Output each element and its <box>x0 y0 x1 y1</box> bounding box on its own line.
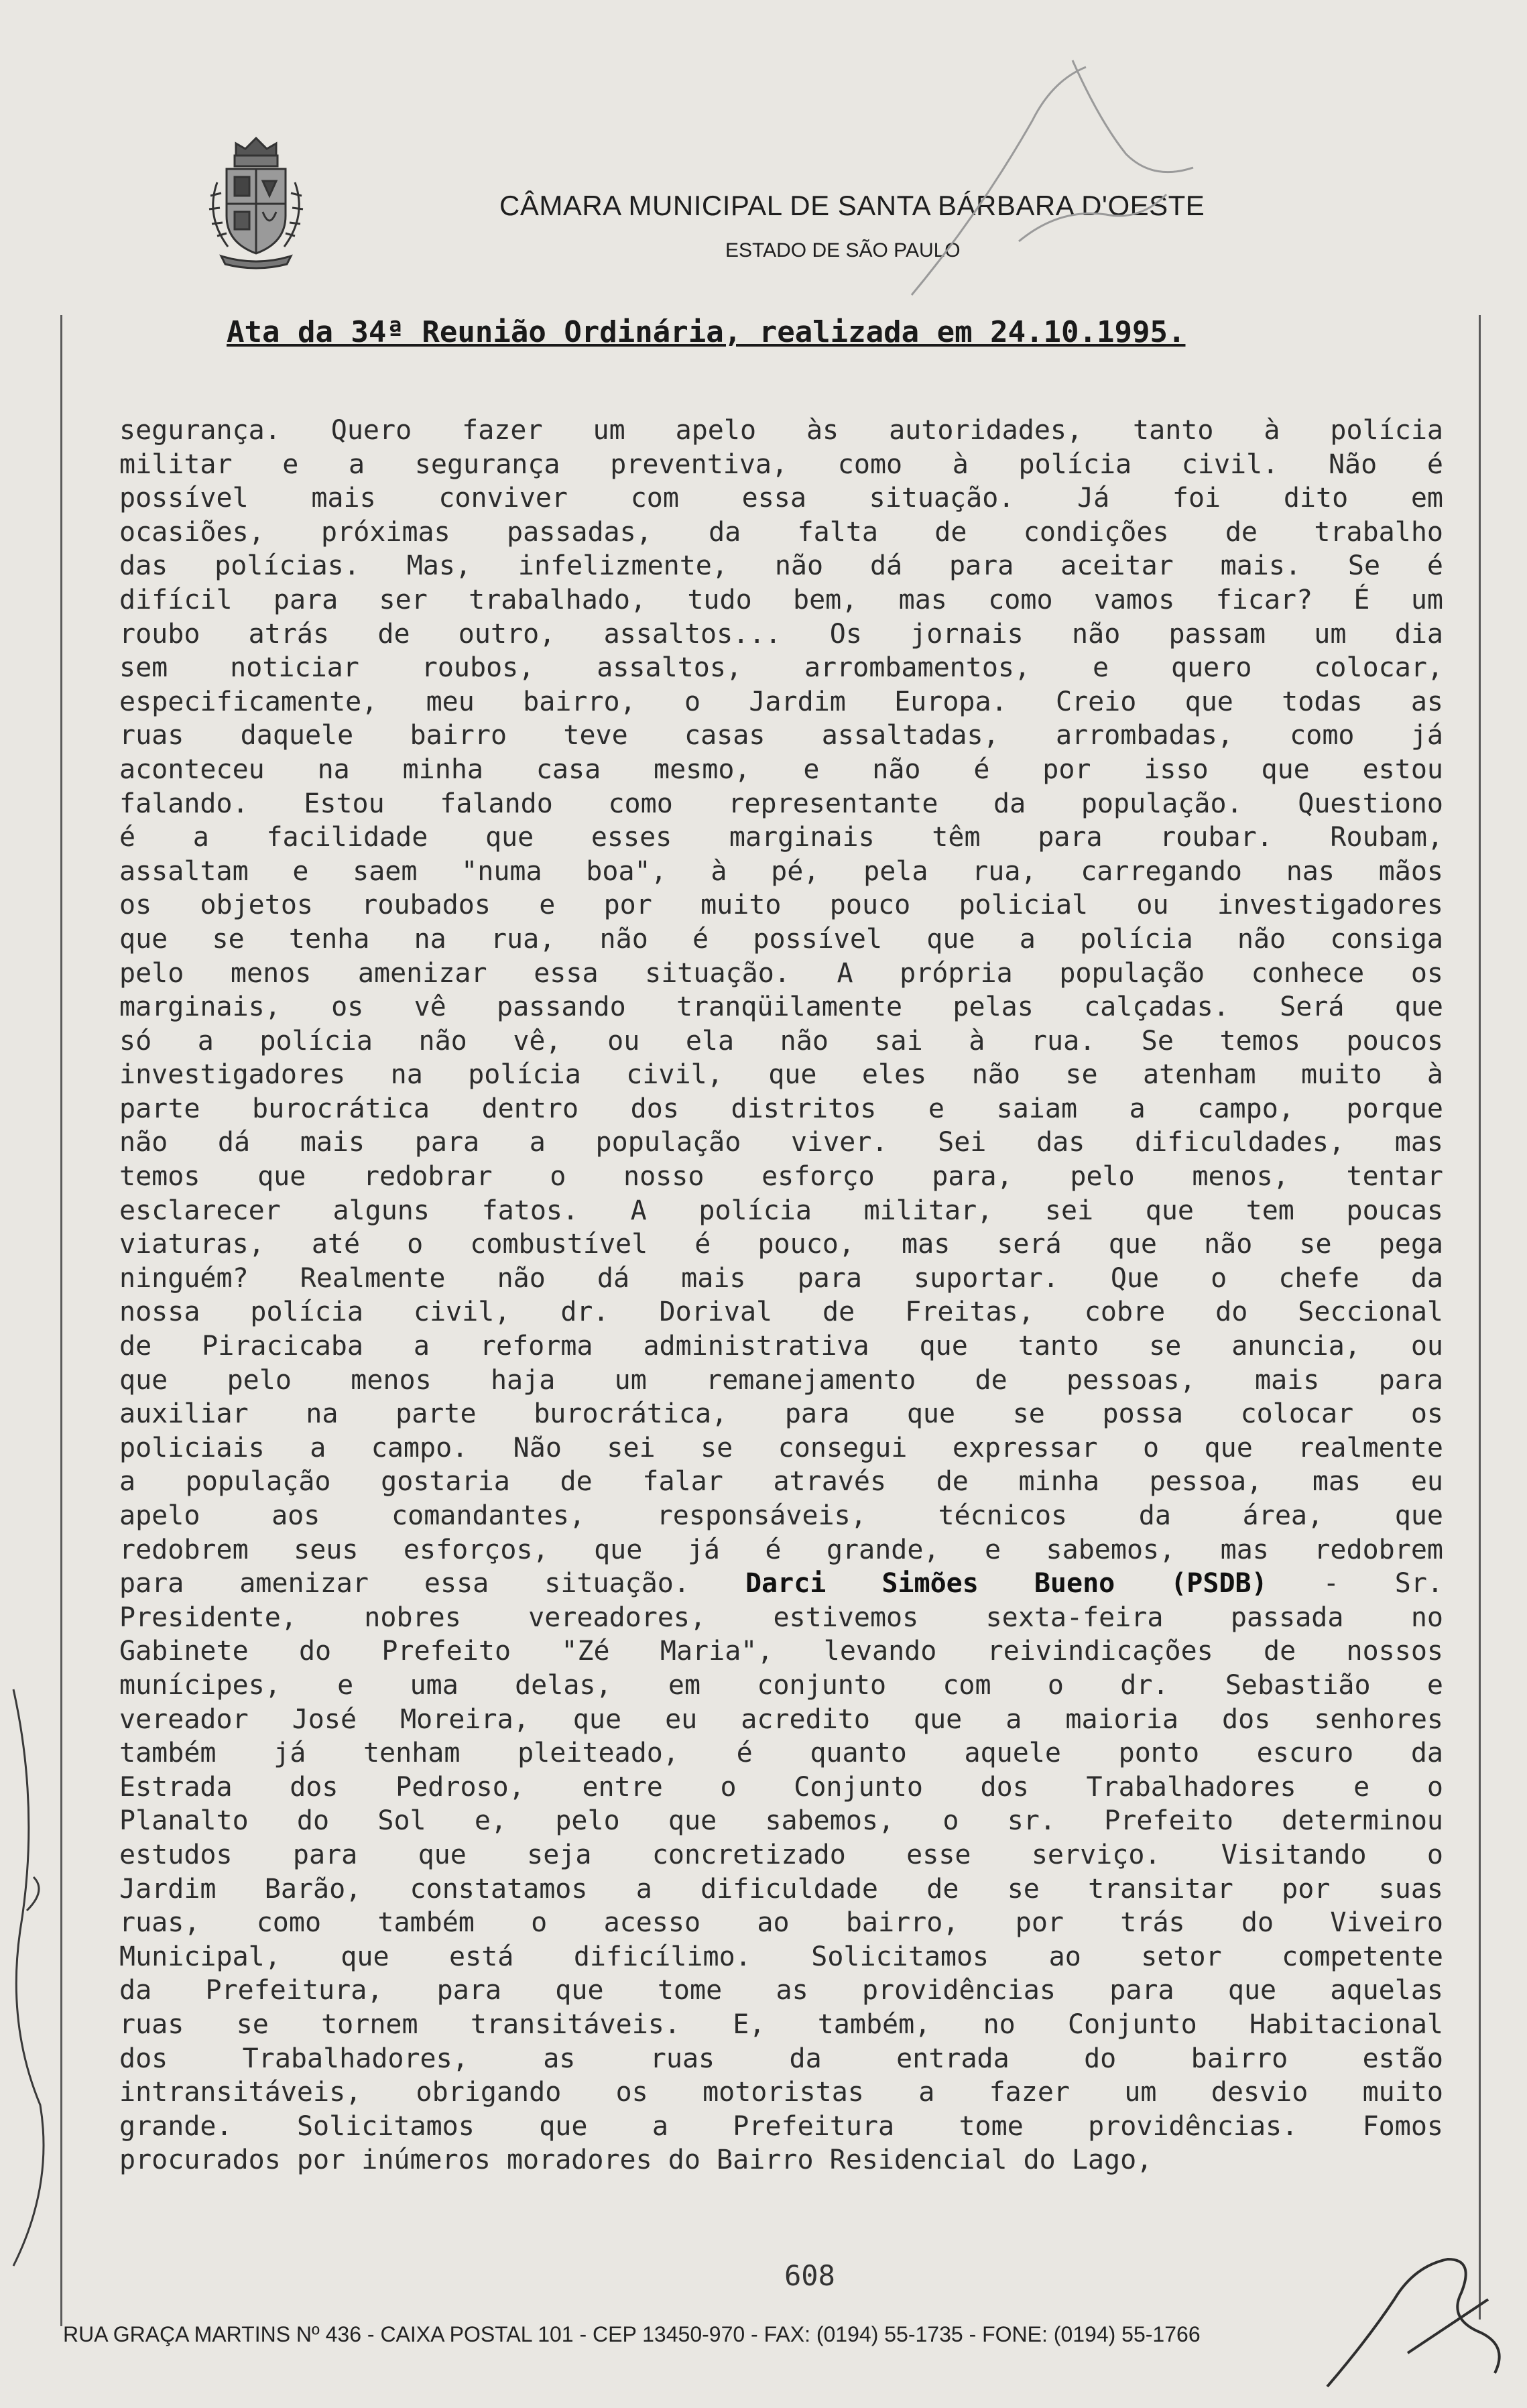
body-line: da Prefeitura, para que tome as providências para que aquelas <box>119 1975 1443 2006</box>
body-line: parte burocrática dentro dos distritos e saiam a campo, porque <box>119 1093 1443 1124</box>
body-line: marginais, os vê passando tranqüilamente pelas calçadas. Será que <box>119 991 1443 1023</box>
body-line: investigadores na polícia civil, que eles não se atenham muito à <box>119 1059 1443 1091</box>
page-number: 608 <box>784 2259 835 2292</box>
body-line: que se tenha na rua, não é possível que a polícia não consiga <box>119 923 1443 955</box>
minutes-body <box>119 414 1443 2177</box>
body-line: viaturas, até o combustível é pouco, mas será que não se pega <box>119 1229 1443 1260</box>
body-line: apelo aos comandantes, responsáveis, técnicos da área, que <box>119 1500 1443 1531</box>
body-line: intransitáveis, obrigando os motoristas a fazer um desvio muito <box>119 2077 1443 2108</box>
body-line: assaltam e saem "numa boa", à pé, pela rua, carregando nas mãos <box>119 855 1443 887</box>
body-line: Jardim Barão, constatamos a dificuldade de se transitar por suas <box>119 1873 1443 1905</box>
body-line: munícipes, e uma delas, em conjunto com o dr. Sebastião e <box>119 1669 1443 1701</box>
body-line: ninguém? Realmente não dá mais para suportar. Que o chefe da <box>119 1262 1443 1294</box>
body-line: das polícias. Mas, infelizmente, não dá para aceitar mais. Se é <box>119 550 1443 582</box>
body-line: Estrada dos Pedroso, entre o Conjunto dos Trabalhadores e o <box>119 1771 1443 1803</box>
body-line: a população gostaria de falar através de minha pessoa, mas eu <box>119 1466 1443 1498</box>
body-line: que pelo menos haja um remanejamento de pessoas, mais para <box>119 1364 1443 1396</box>
speaker-name: Darci Simões Bueno (PSDB) <box>745 1568 1268 1600</box>
body-line: ruas daquele bairro teve casas assaltadas, arrombadas, como já <box>119 720 1443 751</box>
body-line: procurados por inúmeros moradores do Bairro Residencial do Lago, <box>119 2145 1153 2176</box>
body-line: sem noticiar roubos, assaltos, arrombamentos, e quero colocar, <box>119 652 1443 684</box>
body-line: segurança. Quero fazer um apelo às autoridades, tanto à polícia <box>119 415 1443 446</box>
body-line: possível mais conviver com essa situação. Já foi dito em <box>119 483 1443 514</box>
body-line: roubo atrás de outro, assaltos... Os jornais não passam um dia <box>119 618 1443 650</box>
body-line: estudos para que seja concretizado esse serviço. Visitando o <box>119 1839 1443 1870</box>
body-line: auxiliar na parte burocrática, para que se possa colocar os <box>119 1398 1443 1430</box>
footer-address: RUA GRAÇA MARTINS Nº 436 - CAIXA POSTAL 101 - CEP 13450-970 - FAX: (0194) 55-1735 - FONE: (0194) 55-1766 <box>63 2322 1201 2346</box>
body-line: ruas, como também o acesso ao bairro, por trás do Viveiro <box>119 1907 1443 1939</box>
body-line: grande. Solicitamos que a Prefeitura tome providências. Fomos <box>119 2110 1443 2142</box>
body-line: Municipal, que está dificílimo. Solicitamos ao setor competente <box>119 1941 1443 1972</box>
speaker-line <box>119 1567 1443 1601</box>
body-line: pelo menos amenizar essa situação. A própria população conhece os <box>119 957 1443 989</box>
body-line: aconteceu na minha casa mesmo, e não é por isso que estou <box>119 754 1443 785</box>
chamber-name: CÂMARA MUNICIPAL DE SANTA BÁRBARA D'OESTE <box>499 190 1205 221</box>
body-line: policiais a campo. Não sei se consegui expressar o que realmente <box>119 1432 1443 1463</box>
signature-top <box>885 40 1233 308</box>
body-line: difícil para ser trabalhado, tudo bem, mas como vamos ficar? É um <box>119 584 1443 615</box>
body-line: só a polícia não vê, ou ela não sai à rua. Se temos poucos <box>119 1025 1443 1057</box>
body-line: falando. Estou falando como representante da população. Questiono <box>119 788 1443 819</box>
body-line: não dá mais para a população viver. Sei das dificuldades, mas <box>119 1127 1443 1158</box>
body-line: vereador José Moreira, que eu acredito que a maioria dos senhores <box>119 1703 1443 1735</box>
body-line: também já tenham pleiteado, é quanto aquele ponto escuro da <box>119 1738 1443 1769</box>
left-margin-rule <box>60 315 62 2326</box>
body-line: os objetos roubados e por muito pouco policial ou investigadores <box>119 890 1443 921</box>
body-line: militar e a segurança preventiva, como à polícia civil. Não é <box>119 448 1443 480</box>
minutes-title: Ata da 34ª Reunião Ordinária, realizada em 24.10.1995. <box>227 315 1186 349</box>
body-line: nossa polícia civil, dr. Dorival de Freitas, cobre do Seccional <box>119 1297 1443 1328</box>
body-line: temos que redobrar o nosso esforço para, pelo menos, tentar <box>119 1161 1443 1193</box>
body-line: dos Trabalhadores, as ruas da entrada do bairro estão <box>119 2043 1443 2074</box>
signature-left-margin <box>0 1676 60 2279</box>
speaker-line-before: para amenizar essa situação. <box>119 1568 690 1600</box>
municipal-coat-of-arms <box>201 129 312 273</box>
speaker-line-after: - Sr. <box>1323 1568 1443 1600</box>
body-line: redobrem seus esforços, que já é grande, e sabemos, mas redobrem <box>119 1534 1443 1565</box>
body-line: Planalto do Sol e, pelo que sabemos, o sr. Prefeito determinou <box>119 1805 1443 1837</box>
body-line: esclarecer alguns fatos. A polícia militar, sei que tem poucas <box>119 1195 1443 1226</box>
body-line: Presidente, nobres vereadores, estivemos sexta-feira passada no <box>119 1602 1443 1633</box>
body-line: especificamente, meu bairro, o Jardim Europa. Creio que todas as <box>119 686 1443 717</box>
body-line: ruas se tornem transitáveis. E, também, no Conjunto Habitacional <box>119 2008 1443 2040</box>
body-line: ocasiões, próximas passadas, da falta de condições de trabalho <box>119 516 1443 548</box>
state-name: ESTADO DE SÃO PAULO <box>725 239 961 261</box>
right-margin-rule <box>1479 315 1481 2320</box>
body-line: de Piracicaba a reforma administrativa que tanto se anuncia, ou <box>119 1331 1443 1362</box>
body-line: Gabinete do Prefeito "Zé Maria", levando reivindicações de nossos <box>119 1636 1443 1667</box>
body-line: é a facilidade que esses marginais têm para roubar. Roubam, <box>119 822 1443 853</box>
signature-bottom-right <box>1314 2239 1515 2400</box>
